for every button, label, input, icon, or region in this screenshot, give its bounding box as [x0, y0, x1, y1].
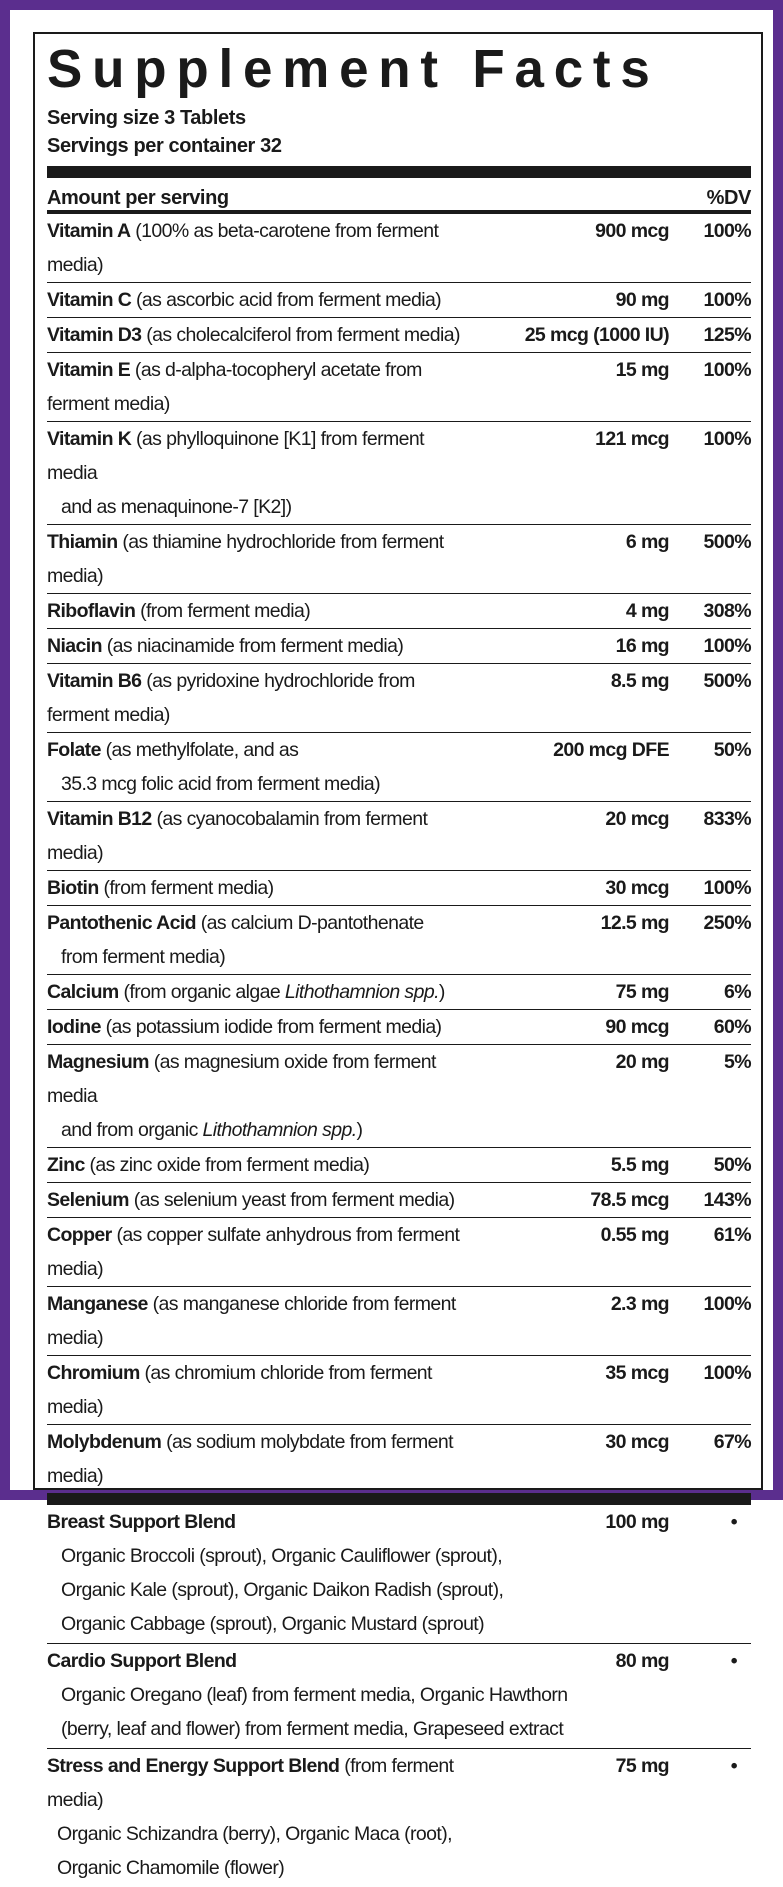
nutrient-row — [47, 1045, 751, 1148]
supplement-facts-panel — [33, 32, 763, 1879]
amount-header-row — [47, 178, 751, 210]
nutrient-source-continued-text: 35.3 mcg folic acid from ferment media) — [61, 773, 381, 795]
nutrient-row — [47, 1425, 751, 1493]
nutrient-source: (as magnesium oxide from ferment media — [47, 1051, 436, 1107]
nutrient-dv: 67% — [713, 1431, 751, 1453]
nutrient-dv: 100% — [703, 428, 751, 450]
nutrient-source: (as zinc oxide from ferment media) — [84, 1154, 370, 1176]
nutrient-name: Vitamin E — [47, 359, 131, 381]
nutrient-row — [47, 283, 751, 318]
blend-ingredient-line: Organic Schizandra (berry), Organic Maca (root), — [57, 1823, 452, 1845]
nutrient-row — [47, 733, 751, 802]
nutrient-description — [47, 1010, 479, 1044]
nutrient-name: Vitamin B12 — [47, 808, 152, 830]
nutrient-source-continued-text: and as menaquinone-7 [K2]) — [61, 496, 292, 518]
divider-thick — [47, 166, 751, 178]
nutrient-description — [47, 802, 479, 870]
nutrient-source: (as thiamine hydrochloride from ferment media) — [47, 531, 444, 587]
nutrient-dv: 100% — [703, 635, 751, 657]
nutrient-name: Riboflavin — [47, 600, 136, 622]
nutrient-dv: 833% — [703, 808, 751, 830]
nutrient-amount: 75 mg — [615, 981, 669, 1003]
nutrient-source-continued-italic: Lithothamnion spp. — [202, 1119, 357, 1141]
nutrient-amount: 35 mcg — [605, 1362, 669, 1384]
nutrient-name: Calcium — [47, 981, 119, 1003]
blend-name: Cardio Support Blend — [47, 1650, 237, 1672]
nutrient-source: (as cholecalciferol from ferment media) — [141, 324, 460, 346]
nutrient-amount: 78.5 mcg — [590, 1189, 669, 1211]
nutrient-row — [47, 664, 751, 733]
nutrient-row — [47, 975, 751, 1010]
nutrient-dv: 100% — [703, 289, 751, 311]
nutrient-source: (as d-alpha-tocopheryl acetate from ferment media) — [47, 359, 422, 415]
nutrient-description — [47, 975, 479, 1009]
nutrient-source: (from organic algae — [118, 981, 285, 1003]
nutrient-dv: 100% — [703, 877, 751, 899]
nutrient-amount: 15 mg — [615, 359, 669, 381]
nutrient-amount: 200 mcg DFE — [553, 739, 669, 761]
nutrient-row — [47, 802, 751, 871]
nutrient-row — [47, 1356, 751, 1425]
blend-row — [47, 1505, 751, 1644]
nutrient-source: (as cyanocobalamin from ferment media) — [47, 808, 428, 864]
blend-ingredient-line: Organic Oregano (leaf) from ferment media, Organic Hawthorn — [61, 1684, 568, 1706]
nutrient-description — [47, 1218, 479, 1286]
serving-size: Serving size 3 Tablets — [47, 107, 246, 129]
nutrient-row — [47, 871, 751, 906]
blend-title — [47, 1505, 479, 1539]
nutrient-amount: 5.5 mg — [610, 1154, 669, 1176]
nutrient-source: (as phylloquinone [K1] from ferment media — [47, 428, 424, 484]
nutrient-description — [47, 594, 479, 628]
nutrient-source-continued — [47, 490, 473, 524]
nutrient-description — [47, 664, 479, 732]
nutrient-row — [47, 594, 751, 629]
nutrient-amount: 90 mg — [615, 289, 669, 311]
blend-row — [47, 1749, 751, 1887]
nutrient-dv: 50% — [713, 739, 751, 761]
blend-dv-bullet: • — [730, 1511, 737, 1533]
nutrient-name: Selenium — [47, 1189, 129, 1211]
nutrient-dv: 6% — [724, 981, 751, 1003]
blend-ingredient-line: Organic Kale (sprout), Organic Daikon Radish (sprout), — [61, 1579, 504, 1601]
blend-title — [47, 1749, 479, 1817]
blend-ingredient-line: Organic Chamomile (flower) — [57, 1857, 285, 1879]
nutrient-dv: 5% — [724, 1051, 751, 1073]
nutrient-description — [47, 1425, 479, 1493]
nutrient-amount: 12.5 mg — [600, 912, 669, 934]
nutrient-dv: 100% — [703, 1362, 751, 1384]
nutrient-description — [47, 906, 479, 974]
nutrient-amount: 121 mcg — [595, 428, 669, 450]
nutrient-dv: 143% — [703, 1189, 751, 1211]
nutrient-table — [47, 214, 751, 1493]
nutrient-source: (as sodium molybdate from ferment media) — [47, 1431, 453, 1487]
blend-name: Breast Support Blend — [47, 1511, 236, 1533]
nutrient-description — [47, 1148, 479, 1182]
nutrient-source: (as ascorbic acid from ferment media) — [131, 289, 442, 311]
blend-amount: 80 mg — [615, 1650, 669, 1672]
blend-ingredient-line: (berry, leaf and flower) from ferment media, Grapeseed extract — [61, 1718, 564, 1740]
nutrient-description — [47, 1045, 479, 1147]
nutrient-name: Molybdenum — [47, 1431, 162, 1453]
nutrient-description — [47, 422, 479, 524]
nutrient-row — [47, 1183, 751, 1218]
nutrient-description — [47, 629, 479, 663]
nutrient-amount: 8.5 mg — [610, 670, 669, 692]
nutrient-dv: 308% — [703, 600, 751, 622]
nutrient-name: Vitamin B6 — [47, 670, 142, 692]
nutrient-description — [47, 318, 479, 352]
nutrient-name: Thiamin — [47, 531, 118, 553]
nutrient-source: (as niacinamide from ferment media) — [101, 635, 404, 657]
nutrient-source-italic: Lithothamnion spp. — [284, 981, 439, 1003]
nutrient-source: (as manganese chloride from ferment media) — [47, 1293, 456, 1349]
nutrient-source: (from ferment media) — [135, 600, 311, 622]
nutrient-row — [47, 1218, 751, 1287]
nutrient-amount: 0.55 mg — [600, 1224, 669, 1246]
nutrient-source: (as calcium D-pantothenate — [195, 912, 424, 934]
nutrient-name: Pantothenic Acid — [47, 912, 196, 934]
nutrient-name: Manganese — [47, 1293, 148, 1315]
nutrient-dv: 250% — [703, 912, 751, 934]
amount-per-serving-label: Amount per serving — [47, 187, 229, 209]
nutrient-source-continued — [47, 767, 473, 801]
nutrient-row — [47, 422, 751, 525]
nutrient-dv: 500% — [703, 531, 751, 553]
nutrient-description — [47, 1183, 479, 1217]
servings-per-container: Servings per container 32 — [47, 135, 282, 157]
nutrient-description — [47, 283, 479, 317]
nutrient-row — [47, 525, 751, 594]
blend-table — [47, 1505, 751, 1887]
nutrient-source: (as selenium yeast from ferment media) — [128, 1189, 455, 1211]
blend-amount: 75 mg — [615, 1755, 669, 1777]
nutrient-name: Magnesium — [47, 1051, 149, 1073]
nutrient-source: (as pyridoxine hydrochloride from ferment media) — [47, 670, 415, 726]
nutrient-dv: 125% — [703, 324, 751, 346]
nutrient-amount: 4 mg — [625, 600, 669, 622]
nutrient-name: Vitamin D3 — [47, 324, 142, 346]
nutrient-row — [47, 318, 751, 353]
blend-row — [47, 1644, 751, 1749]
nutrient-name: Iodine — [47, 1016, 101, 1038]
nutrient-source: (as potassium iodide from ferment media) — [100, 1016, 442, 1038]
nutrient-row — [47, 629, 751, 664]
nutrient-description — [47, 733, 479, 801]
nutrient-amount: 16 mg — [615, 635, 669, 657]
nutrient-dv: 60% — [713, 1016, 751, 1038]
nutrient-source: (100% as beta-carotene from ferment media) — [47, 220, 439, 276]
nutrient-name: Zinc — [47, 1154, 85, 1176]
nutrient-name: Vitamin C — [47, 289, 132, 311]
nutrient-name: Copper — [47, 1224, 112, 1246]
nutrient-row — [47, 214, 751, 283]
nutrient-description — [47, 1356, 479, 1424]
nutrient-description — [47, 525, 479, 593]
nutrient-amount: 2.3 mg — [610, 1293, 669, 1315]
nutrient-name: Vitamin K — [47, 428, 132, 450]
blend-dv-bullet: • — [730, 1755, 737, 1777]
nutrient-dv: 500% — [703, 670, 751, 692]
nutrient-dv: 61% — [713, 1224, 751, 1246]
nutrient-source-continued-end: ) — [356, 1119, 363, 1141]
nutrient-description — [47, 871, 479, 905]
nutrient-dv: 100% — [703, 1293, 751, 1315]
nutrient-source-continued-text: and from organic — [61, 1119, 203, 1141]
dv-header: %DV — [706, 187, 751, 209]
nutrient-description — [47, 1287, 479, 1355]
nutrient-amount: 30 mcg — [605, 877, 669, 899]
nutrient-amount: 900 mcg — [595, 220, 669, 242]
nutrient-row — [47, 1287, 751, 1356]
nutrient-amount: 6 mg — [625, 531, 669, 553]
blend-dv-bullet: • — [730, 1650, 737, 1672]
nutrient-row — [47, 906, 751, 975]
nutrient-row — [47, 1148, 751, 1183]
nutrient-dv: 100% — [703, 220, 751, 242]
nutrient-source: (from ferment media) — [98, 877, 274, 899]
nutrient-source-continued — [47, 1113, 473, 1147]
label-title: Supplement Facts — [47, 39, 660, 99]
nutrient-description — [47, 353, 479, 421]
nutrient-row — [47, 353, 751, 422]
blend-source: (from ferment media) — [47, 1755, 454, 1811]
nutrient-source: (as methylfolate, and as — [100, 739, 299, 761]
blend-amount: 100 mg — [605, 1511, 669, 1533]
nutrient-amount: 20 mg — [615, 1051, 669, 1073]
nutrient-amount: 30 mcg — [605, 1431, 669, 1453]
nutrient-name: Vitamin A — [47, 220, 131, 242]
nutrient-name: Chromium — [47, 1362, 140, 1384]
nutrient-source-continued — [47, 940, 473, 974]
nutrient-source-continued-text: from ferment media) — [61, 946, 226, 968]
nutrient-description — [47, 214, 479, 282]
nutrient-amount: 25 mcg (1000 IU) — [524, 324, 669, 346]
divider-thick-blends — [47, 1493, 751, 1505]
nutrient-dv: 50% — [713, 1154, 751, 1176]
nutrient-amount: 20 mcg — [605, 808, 669, 830]
blend-name: Stress and Energy Support Blend — [47, 1755, 340, 1777]
nutrient-amount: 90 mcg — [605, 1016, 669, 1038]
nutrient-source: (as copper sulfate anhydrous from ferment media) — [47, 1224, 460, 1280]
nutrient-name: Niacin — [47, 635, 102, 657]
blend-ingredient-line: Organic Cabbage (sprout), Organic Mustard (sprout) — [61, 1613, 485, 1635]
nutrient-name: Biotin — [47, 877, 99, 899]
nutrient-name: Folate — [47, 739, 101, 761]
nutrient-source: (as chromium chloride from ferment media) — [47, 1362, 432, 1418]
blend-title — [47, 1644, 479, 1678]
blend-ingredient-line: Organic Broccoli (sprout), Organic Cauliflower (sprout), — [61, 1545, 503, 1567]
nutrient-dv: 100% — [703, 359, 751, 381]
nutrient-row — [47, 1010, 751, 1045]
nutrient-source-end: ) — [438, 981, 445, 1003]
